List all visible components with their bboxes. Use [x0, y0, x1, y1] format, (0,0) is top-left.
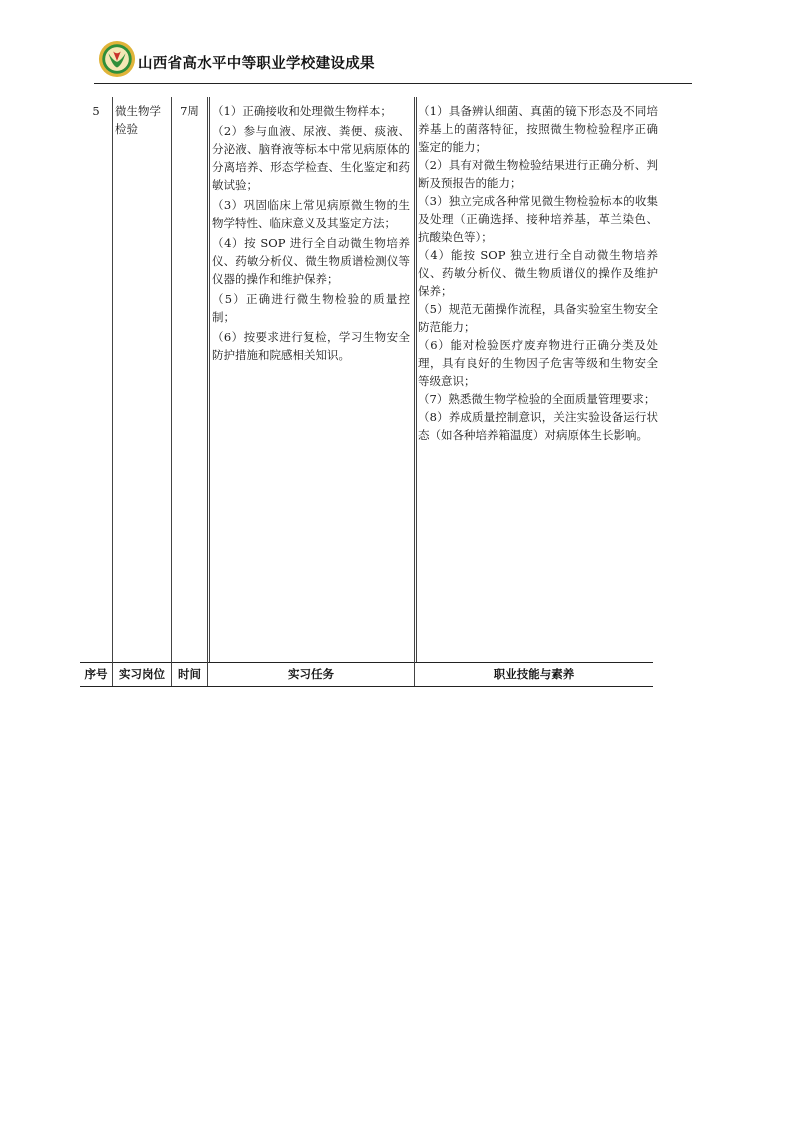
skill-item: （2）具有对微生物检验结果进行正确分析、判断及预报告的能力；: [418, 158, 658, 190]
column-divider: [171, 97, 172, 662]
skill-item: （7）熟悉微生物学检验的全面质量管理要求；: [418, 392, 656, 406]
table-header-top-rule: [80, 662, 653, 663]
row-seq: 5: [92, 104, 100, 118]
column-divider: [207, 97, 210, 662]
task-item: （5）正确进行微生物检验的质量控制；: [212, 292, 410, 324]
task-item: （6）按要求进行复检，学习生物安全防护措施和院感相关知识。: [212, 330, 410, 362]
school-emblem-icon: [98, 40, 136, 78]
header-time: 时间: [178, 667, 201, 681]
header-tasks: 实习任务: [288, 667, 334, 681]
row-time: 7周: [180, 104, 199, 118]
header-title: 山西省高水平中等职业学校建设成果: [138, 56, 375, 72]
table-header-bottom-rule: [80, 686, 653, 687]
header-skills: 职业技能与素养: [493, 667, 575, 681]
row-tasks: [212, 102, 410, 366]
skill-item: （4）能按 SOP 独立进行全自动微生物培养仪、药敏分析仪、微生物质谱仪的操作及维护保养；: [418, 248, 658, 298]
task-item: （3）巩固临床上常见病原微生物的生物学特性、临床意义及其鉴定方法；: [212, 198, 410, 230]
skill-item: （6）能对检验医疗废弃物进行正确分类及处理，具有良好的生物因子危害等级和生物安全等级意识；: [418, 338, 658, 388]
header-divider: [94, 83, 692, 84]
task-item: （2）参与血液、尿液、粪便、痰液、分泌液、脑脊液等标本中常见病原体的分离培养、形态学检查、生化鉴定和药敏试验；: [212, 124, 410, 192]
skill-item: （3）独立完成各种常见微生物检验标本的收集及处理（正确选择、接种培养基，革兰染色、抗酸染色等）；: [418, 194, 658, 244]
internship-table: [80, 97, 658, 687]
header-post: 实习岗位: [119, 667, 165, 681]
task-item: （1）正确接收和处理微生物样本；: [212, 104, 392, 118]
header-seq: 序号: [84, 667, 108, 681]
task-item: （4）按 SOP 进行全自动微生物培养仪、药敏分析仪、微生物质谱检测仪等仪器的操作和维护保养；: [212, 236, 410, 286]
row-post: 微生物学检验: [115, 104, 161, 136]
row-skills: [418, 102, 658, 444]
skill-item: （8）养成质量控制意识，关注实验设备运行状态（如各种培养箱温度）对病原体生长影响。: [418, 410, 658, 442]
column-divider: [112, 97, 113, 662]
page-header: [94, 40, 694, 84]
skill-item: （1）具备辨认细菌、真菌的镜下形态及不同培养基上的菌落特征，按照微生物检验程序正确鉴定的能力；: [418, 104, 658, 154]
skill-item: （5）规范无菌操作流程，具备实验室生物安全防范能力；: [418, 302, 658, 334]
column-divider: [414, 97, 417, 662]
